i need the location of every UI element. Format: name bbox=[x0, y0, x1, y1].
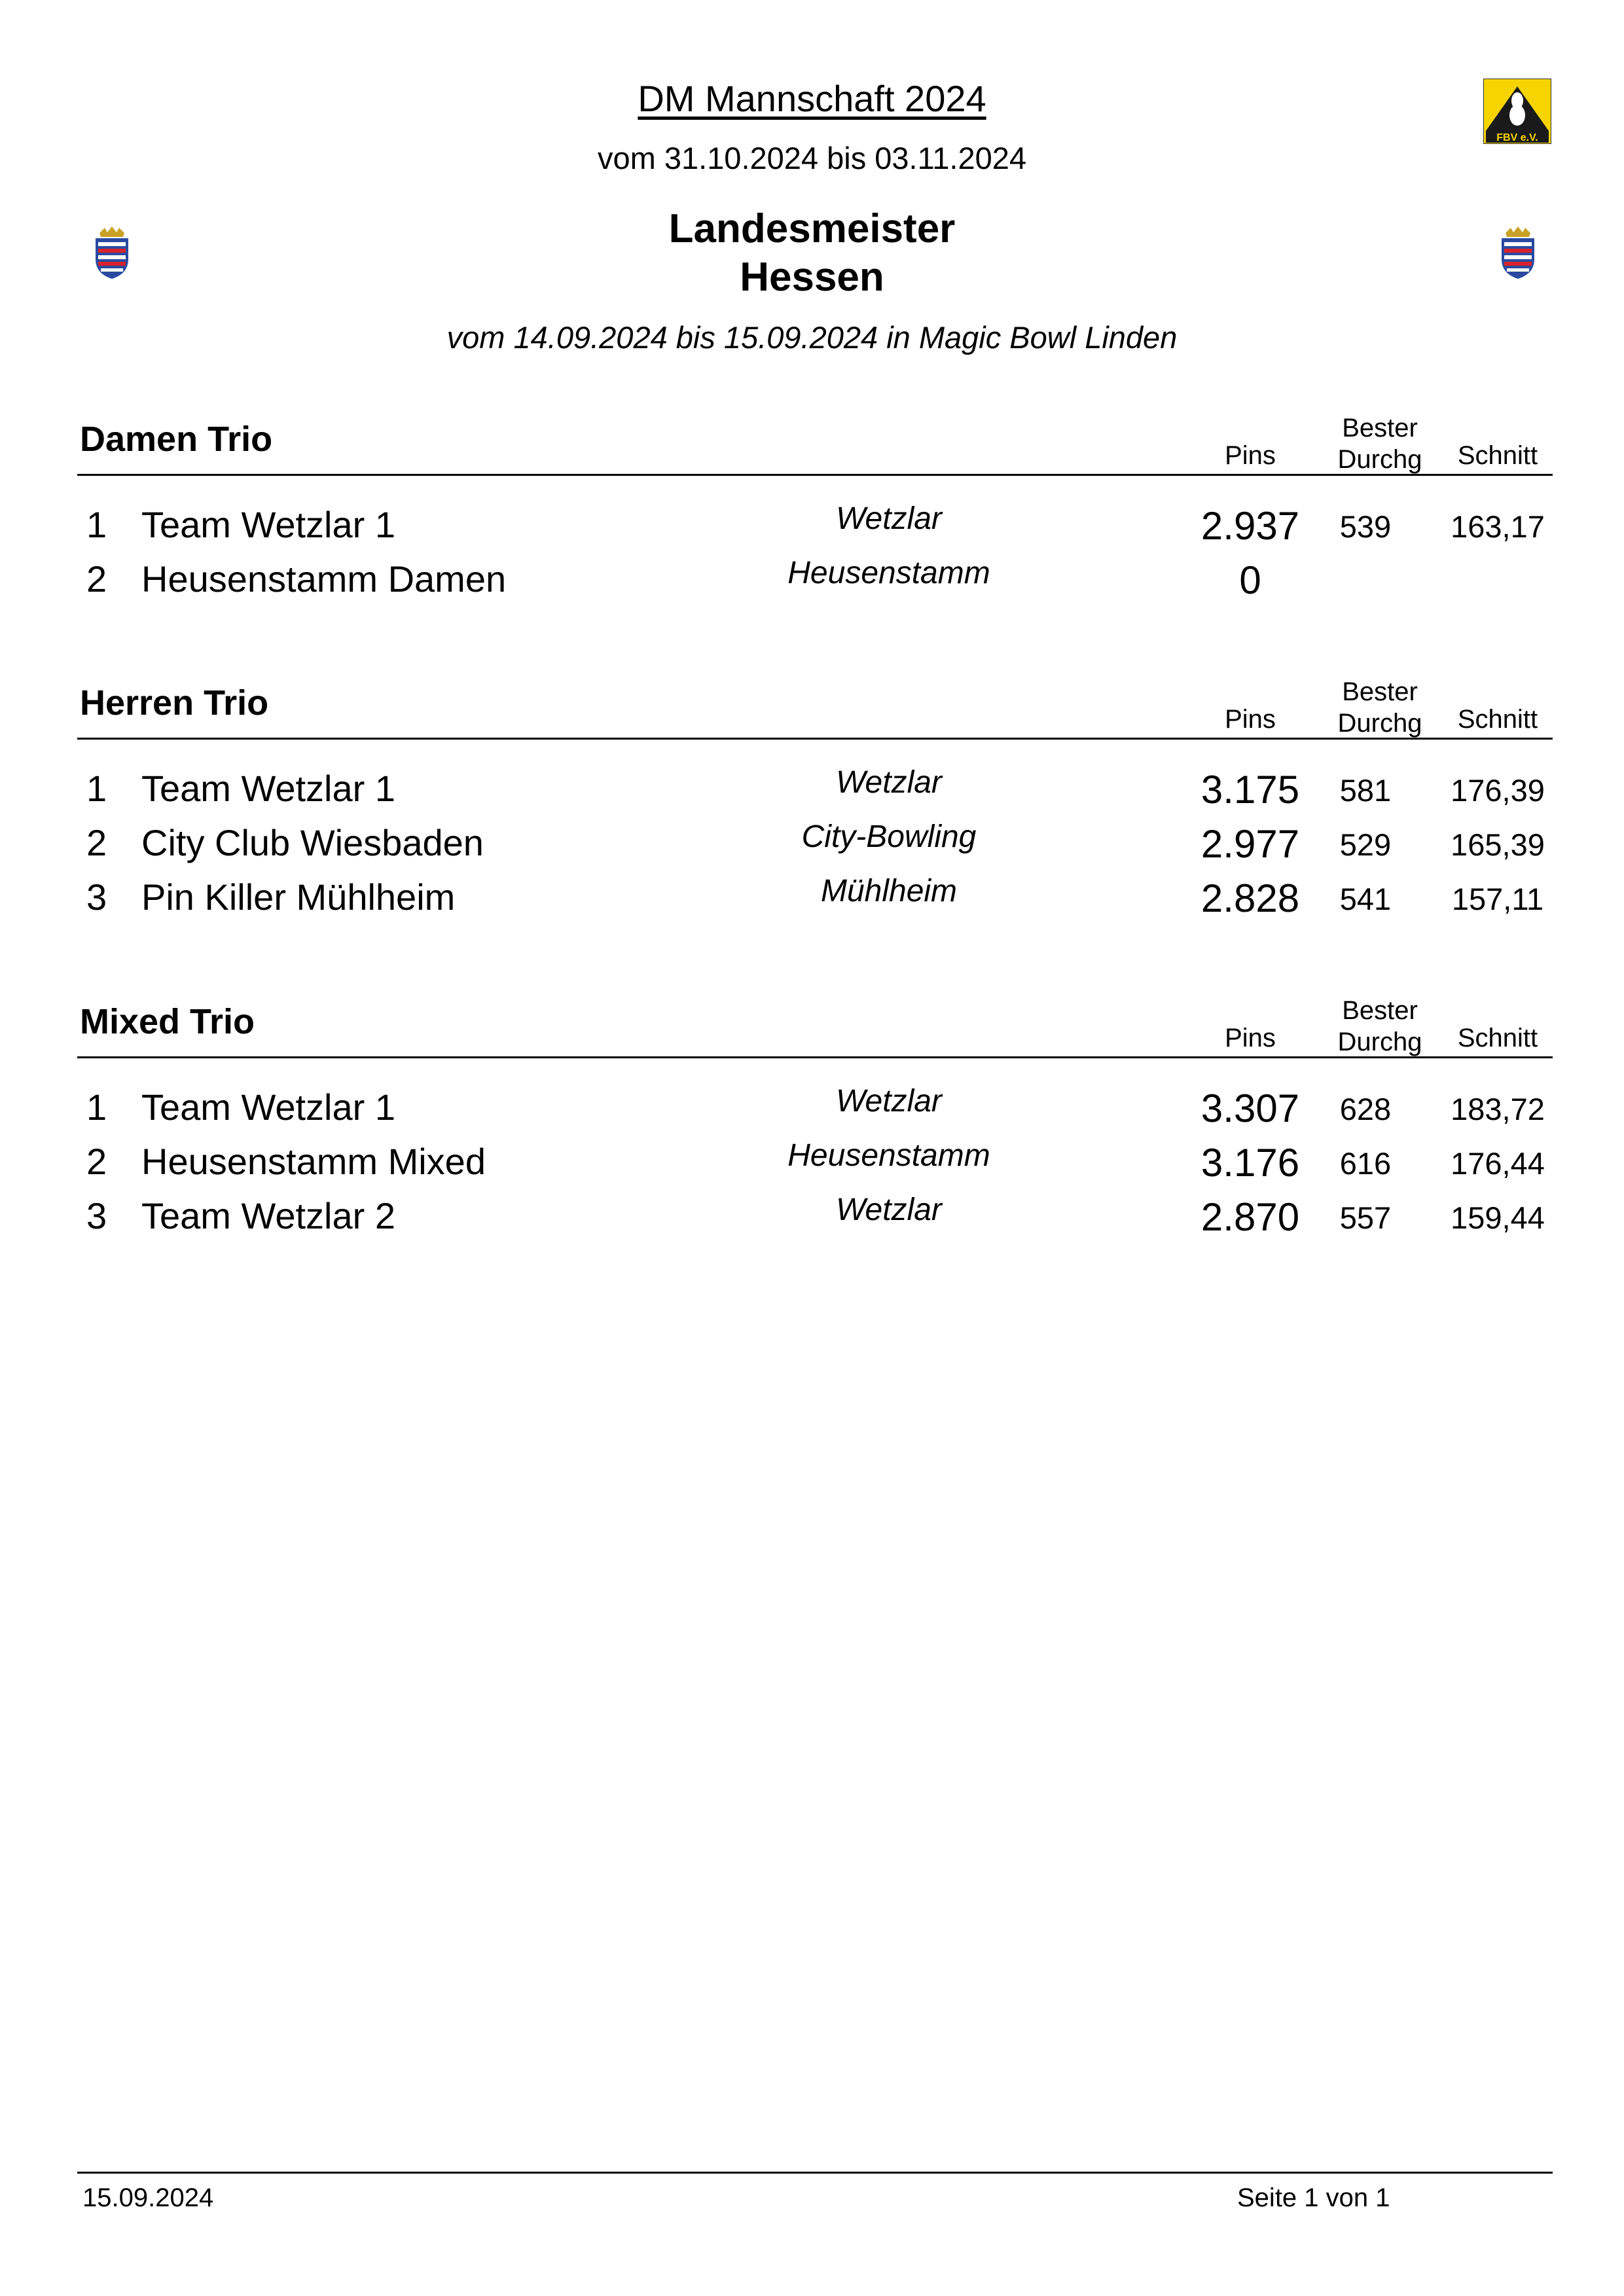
section-header bbox=[77, 975, 1553, 1058]
team-name: Team Wetzlar 1 bbox=[141, 1086, 395, 1128]
best-game-value: 539 bbox=[1339, 509, 1392, 544]
team-name: Heusenstamm Damen bbox=[141, 558, 507, 600]
logo-text: FBV e.V. bbox=[1496, 132, 1538, 143]
column-header-bester bbox=[1314, 412, 1445, 475]
pins-value: 2.937 bbox=[1200, 504, 1300, 548]
average-value: 163,17 bbox=[1451, 509, 1545, 544]
pins-value: 3.176 bbox=[1200, 1141, 1300, 1185]
hessen-crest-icon bbox=[93, 226, 131, 279]
column-header-bester-line2: Durchg bbox=[1337, 709, 1422, 738]
rank: 3 bbox=[86, 1195, 107, 1236]
average-value: 165,39 bbox=[1451, 827, 1545, 862]
column-header-schnitt: Schnitt bbox=[1457, 441, 1538, 470]
section-damen-trio bbox=[77, 393, 1553, 608]
section-mixed-trio bbox=[77, 975, 1553, 1245]
rank: 1 bbox=[86, 504, 107, 545]
pins-value: 2.870 bbox=[1200, 1195, 1300, 1239]
rank: 1 bbox=[86, 768, 107, 809]
column-header-bester-line1: Bester bbox=[1342, 677, 1418, 706]
column-header-pins: Pins bbox=[1225, 441, 1276, 470]
club-name: Heusenstamm bbox=[787, 556, 990, 590]
fbv-logo bbox=[1483, 79, 1551, 144]
table-row bbox=[77, 554, 1553, 608]
club-name: Wetzlar bbox=[836, 1084, 942, 1119]
venue-dates: vom 14.09.2024 bis 15.09.2024 in Magic Bowl Linden bbox=[446, 320, 1178, 355]
table-row bbox=[77, 872, 1553, 926]
team-name: Pin Killer Mühlheim bbox=[141, 876, 456, 918]
pins-value: 2.977 bbox=[1200, 822, 1300, 866]
event-title: DM Mannschaft 2024 bbox=[638, 78, 986, 119]
average-value: 159,44 bbox=[1451, 1200, 1545, 1235]
column-header-pins: Pins bbox=[1225, 705, 1276, 734]
average-value: 183,72 bbox=[1451, 1092, 1545, 1126]
championship-title: Landesmeister bbox=[668, 206, 956, 251]
rank: 3 bbox=[86, 876, 107, 918]
pins-value: 2.828 bbox=[1200, 876, 1300, 920]
table-row bbox=[77, 1082, 1553, 1136]
club-name: City-Bowling bbox=[801, 819, 977, 854]
column-header-pins: Pins bbox=[1225, 1024, 1276, 1052]
rank: 1 bbox=[86, 1086, 107, 1128]
hessen-crest-icon bbox=[1499, 226, 1537, 279]
pins-value: 0 bbox=[1239, 558, 1261, 602]
best-game-value: 557 bbox=[1339, 1200, 1392, 1235]
rank: 2 bbox=[86, 558, 107, 600]
column-header-bester-line2: Durchg bbox=[1337, 1028, 1422, 1056]
table-row bbox=[77, 763, 1553, 817]
team-name: Team Wetzlar 2 bbox=[141, 1195, 395, 1236]
club-name: Mühlheim bbox=[820, 874, 958, 908]
club-name: Wetzlar bbox=[836, 501, 942, 536]
club-name: Wetzlar bbox=[836, 1193, 942, 1227]
column-header-bester bbox=[1314, 995, 1445, 1058]
column-header-bester bbox=[1314, 676, 1445, 739]
section-herren-trio bbox=[77, 656, 1553, 926]
best-game-value: 529 bbox=[1339, 827, 1392, 862]
team-name: City Club Wiesbaden bbox=[141, 822, 484, 863]
pins-value: 3.307 bbox=[1200, 1086, 1300, 1130]
rank: 2 bbox=[86, 1141, 107, 1182]
event-dates: vom 31.10.2024 bis 03.11.2024 bbox=[597, 141, 1027, 175]
average-value: 176,39 bbox=[1451, 773, 1545, 808]
club-name: Heusenstamm bbox=[787, 1138, 990, 1173]
team-name: Team Wetzlar 1 bbox=[141, 768, 395, 809]
table-row bbox=[77, 817, 1553, 872]
average-value: 176,44 bbox=[1451, 1146, 1545, 1181]
section-header bbox=[77, 656, 1553, 740]
rank: 2 bbox=[86, 822, 107, 863]
column-header-schnitt: Schnitt bbox=[1457, 1024, 1538, 1052]
team-name: Team Wetzlar 1 bbox=[141, 504, 395, 545]
best-game-value: 581 bbox=[1339, 773, 1392, 808]
pins-value: 3.175 bbox=[1200, 768, 1300, 812]
table-row bbox=[77, 1136, 1553, 1191]
best-game-value: 541 bbox=[1339, 882, 1392, 916]
footer-date: 15.09.2024 bbox=[82, 2183, 214, 2212]
championship-region: Hessen bbox=[740, 255, 884, 300]
best-game-value: 616 bbox=[1339, 1146, 1392, 1181]
club-name: Wetzlar bbox=[836, 765, 942, 800]
column-header-bester-line1: Bester bbox=[1342, 414, 1418, 442]
best-game-value: 628 bbox=[1339, 1092, 1392, 1126]
average-value: 157,11 bbox=[1451, 882, 1544, 916]
section-title: Damen Trio bbox=[80, 420, 273, 459]
column-header-bester-line1: Bester bbox=[1342, 996, 1418, 1025]
table-row bbox=[77, 499, 1553, 554]
section-title: Mixed Trio bbox=[80, 1002, 255, 1041]
column-header-bester-line2: Durchg bbox=[1337, 445, 1422, 474]
page-number: Seite 1 von 1 bbox=[1237, 2183, 1390, 2212]
team-name: Heusenstamm Mixed bbox=[141, 1141, 486, 1182]
section-header bbox=[77, 393, 1553, 476]
table-row bbox=[77, 1191, 1553, 1245]
section-title: Herren Trio bbox=[80, 683, 269, 723]
column-header-schnitt: Schnitt bbox=[1457, 705, 1538, 734]
footer-divider bbox=[77, 2172, 1553, 2174]
